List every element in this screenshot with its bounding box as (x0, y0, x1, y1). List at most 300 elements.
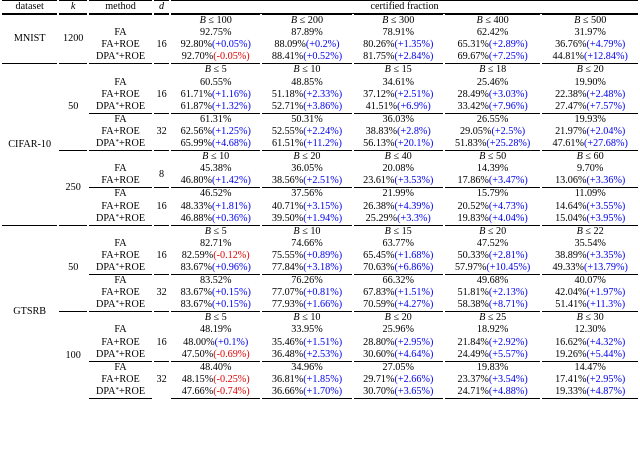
value: 29.71% (363, 373, 395, 385)
value-cell (171, 187, 260, 200)
value: 24.49% (457, 348, 489, 360)
value: 48.33% (180, 200, 213, 212)
value: 28.80% (363, 336, 395, 348)
delta: (+1.32%) (212, 100, 251, 112)
value: 21.99% (382, 188, 414, 200)
value: 35.46% (271, 336, 304, 348)
value: 23.37% (457, 373, 489, 385)
delta: (+3.53%) (394, 175, 434, 187)
table-row (2, 238, 638, 250)
delta: (+2.66%) (394, 373, 434, 385)
method-cell: FA (114, 324, 127, 336)
value: 46.80% (180, 175, 213, 187)
value-cell (542, 77, 638, 89)
value: 70.59% (363, 299, 395, 311)
bound-label: B ≤ 20 (445, 225, 541, 238)
value: 51.81% (457, 287, 489, 299)
delta: (+7.96%) (488, 100, 528, 112)
value-cell (445, 238, 541, 250)
value: 70.63% (363, 261, 395, 273)
bound-label: B ≤ 25 (445, 311, 541, 324)
method-cell: FA (114, 27, 127, 39)
delta: (+4.68%) (212, 138, 251, 150)
delta: (+2.48%) (586, 88, 626, 100)
k-cell: 50 (59, 63, 87, 150)
value: 67.83% (363, 287, 395, 299)
value-cell (171, 51, 260, 63)
value: 25.96% (382, 324, 414, 336)
value-cell (445, 51, 541, 63)
value-cell (262, 324, 351, 336)
bound-label: B ≤ 100 (171, 14, 260, 27)
delta: (+27.68%) (583, 138, 628, 150)
d-cell: 16 (156, 39, 167, 51)
value-cell (445, 250, 541, 262)
value: 46.52% (200, 188, 232, 200)
value-cell (262, 101, 351, 113)
method-cell (89, 150, 152, 163)
table-row (2, 386, 638, 399)
delta: (+0.15%) (212, 299, 251, 311)
value-cell (542, 386, 638, 399)
bound-label: B ≤ 20 (542, 63, 638, 76)
table-row (2, 163, 638, 175)
value-cell (354, 163, 443, 175)
value-cell (171, 299, 260, 311)
table-row (2, 250, 638, 262)
value-cell (354, 287, 443, 299)
value-cell (354, 238, 443, 250)
value-cell (171, 113, 260, 126)
delta: (+12.84%) (583, 51, 628, 63)
delta: (+8.71%) (488, 299, 528, 311)
value: 17.86% (457, 175, 489, 187)
value-cell (354, 262, 443, 274)
value-cell (354, 374, 443, 386)
value: 51.18% (271, 88, 304, 100)
delta: (+6.86%) (394, 261, 434, 273)
value: 37.12% (363, 88, 395, 100)
value: 25.29% (365, 212, 398, 224)
delta: (+10.45%) (486, 261, 531, 273)
value-cell (445, 101, 541, 113)
value-cell (445, 77, 541, 89)
value: 26.38% (363, 200, 395, 212)
method-cell: FA (89, 187, 152, 200)
method-cell: DPA*+ROE (95, 100, 146, 112)
value: 21.97% (555, 125, 587, 137)
value-cell (542, 324, 638, 336)
table-row (2, 150, 638, 163)
value: 24.71% (457, 385, 489, 397)
delta: (+4.27%) (394, 299, 434, 311)
value-cell (262, 51, 351, 63)
bound-label: B ≤ 40 (354, 150, 443, 163)
value-cell (542, 274, 638, 287)
method-cell: FA+ROE (101, 249, 140, 261)
value: 36.03% (382, 113, 414, 125)
value-cell (171, 349, 260, 361)
d-cell: 16 (154, 187, 169, 224)
value: 29.05% (460, 125, 492, 137)
value: 61.31% (200, 113, 232, 125)
delta: (+3.47%) (488, 175, 528, 187)
value: 27.47% (555, 100, 587, 112)
delta: (+3.65%) (394, 385, 434, 397)
bound-label: B ≤ 400 (445, 14, 541, 27)
value-cell (542, 89, 638, 101)
method-cell: FA (114, 163, 127, 175)
value: 78.91% (382, 27, 414, 39)
delta: (+4.64%) (394, 348, 434, 360)
value-cell (542, 113, 638, 126)
value: 36.05% (291, 163, 323, 175)
value-cell (542, 201, 638, 213)
value: 76.26% (291, 275, 323, 287)
value-cell (542, 349, 638, 361)
value: 80.26% (363, 39, 395, 51)
value-cell (445, 138, 541, 150)
value-cell (171, 138, 260, 150)
d-cell (154, 311, 169, 324)
value-cell (262, 138, 351, 150)
delta: (+2.95%) (394, 336, 434, 348)
value-cell (445, 175, 541, 187)
value: 47.61% (552, 138, 584, 150)
value-cell (542, 39, 638, 51)
bound-label: B ≤ 10 (262, 311, 351, 324)
value: 48.15% (181, 373, 214, 385)
value: 33.95% (291, 324, 323, 336)
value-cell (445, 213, 541, 225)
table-row (2, 39, 638, 51)
value-cell (445, 361, 541, 374)
delta: (+2.13%) (488, 287, 528, 299)
value: 65.31% (457, 39, 489, 51)
value-cell (262, 77, 351, 89)
delta: (+0.15%) (212, 287, 251, 299)
value-cell (262, 213, 351, 225)
value-cell (171, 213, 260, 225)
value-cell (262, 299, 351, 311)
value-cell (171, 262, 260, 274)
value: 48.00% (183, 336, 215, 348)
d-cell (154, 225, 169, 238)
method-cell: FA+ROE (101, 88, 140, 100)
value: 19.83% (476, 361, 509, 373)
table-row (2, 187, 638, 200)
value: 38.89% (555, 249, 587, 261)
method-cell (89, 63, 152, 76)
value-cell (542, 262, 638, 274)
value: 52.71% (271, 100, 304, 112)
value: 19.90% (574, 76, 606, 88)
value: 74.66% (291, 237, 323, 249)
method-cell: FA (114, 237, 127, 249)
value: 16.62% (555, 336, 587, 348)
value-cell (171, 201, 260, 213)
delta: (+11.2%) (303, 138, 342, 150)
delta: (+4.32%) (586, 336, 626, 348)
delta: (+3.55%) (586, 200, 626, 212)
value-cell (542, 51, 638, 63)
delta: (-0.69%) (213, 348, 250, 360)
table-row (2, 77, 638, 89)
value: 36.76% (555, 39, 587, 51)
delta: (+2.8%) (397, 125, 431, 137)
table-row (2, 113, 638, 126)
value: 40.71% (271, 200, 304, 212)
value-cell (354, 299, 443, 311)
value: 40.07% (574, 275, 606, 287)
k-cell: 250 (59, 150, 87, 225)
bound-label: B ≤ 50 (445, 150, 541, 163)
delta: (+0.36%) (212, 212, 251, 224)
bound-label: B ≤ 22 (542, 225, 638, 238)
value: 62.42% (476, 27, 509, 39)
table-row (2, 63, 638, 76)
delta: (+25.28%) (486, 138, 531, 150)
delta: (+7.25%) (488, 51, 528, 63)
delta: (+1.85%) (303, 373, 343, 385)
table-row (2, 361, 638, 374)
value: 83.52% (200, 275, 232, 287)
value-cell (445, 299, 541, 311)
method-cell: FA (89, 274, 152, 287)
value: 57.97% (454, 261, 487, 273)
value: 19.83% (457, 212, 489, 224)
table-row (2, 311, 638, 324)
dataset-cell: CIFAR-10 (2, 63, 57, 224)
value: 19.26% (555, 348, 587, 360)
value: 30.60% (363, 348, 395, 360)
value: 19.93% (574, 113, 606, 125)
value: 20.52% (457, 200, 489, 212)
value-cell (171, 238, 260, 250)
value-cell (354, 101, 443, 113)
value-cell (445, 349, 541, 361)
value-cell (262, 374, 351, 386)
delta: (+1.51%) (303, 336, 343, 348)
value: 63.77% (382, 237, 414, 249)
value: 77.93% (271, 299, 304, 311)
header-row (2, 0, 638, 14)
delta: (+20.1%) (394, 138, 434, 150)
table-row (2, 274, 638, 287)
delta: (+3.54%) (488, 373, 528, 385)
value: 28.49% (457, 88, 489, 100)
value: 21.84% (457, 336, 489, 348)
delta: (+5.57%) (488, 348, 528, 360)
delta: (+1.42%) (212, 175, 251, 187)
value-cell (445, 27, 541, 39)
delta: (+0.52%) (303, 51, 343, 63)
value-cell (542, 287, 638, 299)
header-d: d (154, 0, 169, 14)
table-row (2, 213, 638, 225)
value-cell (262, 337, 351, 349)
value-cell (354, 27, 443, 39)
d-cell: 16 (156, 336, 167, 348)
value-cell (171, 374, 260, 386)
table-row (2, 175, 638, 187)
delta: (+4.79%) (586, 39, 626, 51)
value: 44.81% (552, 51, 584, 63)
table-row (2, 138, 638, 150)
method-cell: FA (89, 361, 152, 374)
delta: (+1.16%) (212, 88, 251, 100)
method-cell: FA+ROE (101, 175, 140, 187)
value-cell (171, 386, 260, 399)
value-cell (445, 262, 541, 274)
value-cell (171, 89, 260, 101)
value: 15.79% (476, 188, 509, 200)
value: 45.38% (200, 163, 232, 175)
value: 35.54% (574, 237, 606, 249)
bound-label: B ≤ 15 (354, 225, 443, 238)
value-cell (354, 250, 443, 262)
value-cell (354, 126, 443, 138)
value: 77.84% (271, 261, 304, 273)
delta: (-0.12%) (213, 249, 250, 261)
value-cell (445, 163, 541, 175)
value: 34.61% (382, 76, 414, 88)
delta: (+13.79%) (583, 261, 628, 273)
delta: (+3.03%) (488, 88, 528, 100)
value: 19.33% (555, 385, 587, 397)
value: 92.75% (200, 27, 232, 39)
table-row (2, 27, 638, 39)
value: 31.97% (574, 27, 606, 39)
value-cell (262, 27, 351, 39)
value: 17.41% (555, 373, 587, 385)
value: 23.61% (363, 175, 395, 187)
value: 82.71% (200, 237, 232, 249)
d-cell (154, 63, 169, 76)
value: 14.39% (476, 163, 509, 175)
value: 25.46% (476, 76, 509, 88)
delta: (+2.92%) (488, 336, 528, 348)
delta: (+1.70%) (303, 385, 343, 397)
table-row (2, 14, 638, 27)
delta: (+5.44%) (586, 348, 626, 360)
value-cell (354, 77, 443, 89)
method-cell: FA+ROE (101, 287, 140, 299)
value: 36.81% (271, 373, 304, 385)
delta: (+4.88%) (488, 385, 528, 397)
value: 83.67% (180, 287, 213, 299)
value: 58.38% (457, 299, 489, 311)
value-cell (445, 201, 541, 213)
bound-label: B ≤ 15 (354, 63, 443, 76)
method-cell: DPA*+ROE (95, 299, 146, 311)
value: 13.06% (555, 175, 587, 187)
bound-label: B ≤ 60 (542, 150, 638, 163)
value: 51.83% (454, 138, 487, 150)
value: 48.19% (200, 324, 232, 336)
delta: (+3.95%) (586, 212, 626, 224)
delta: (+1.68%) (394, 249, 434, 261)
value: 50.31% (291, 113, 323, 125)
dataset-cell: GTSRB (2, 225, 57, 399)
value: 11.09% (574, 188, 606, 200)
value: 42.04% (555, 287, 587, 299)
value-cell (171, 175, 260, 187)
value-cell (445, 89, 541, 101)
header-method: method (89, 0, 152, 14)
value: 61.87% (180, 100, 213, 112)
method-cell: DPA*+ROE (95, 51, 146, 63)
method-cell: DPA*+ROE (89, 386, 152, 399)
method-cell: FA+ROE (101, 200, 140, 212)
method-cell: DPA*+ROE (95, 348, 146, 360)
value: 22.38% (555, 88, 587, 100)
d-cell (154, 14, 169, 27)
value: 92.70% (181, 51, 214, 63)
value: 46.88% (180, 212, 213, 224)
value-cell (262, 262, 351, 274)
value: 61.51% (272, 138, 304, 150)
value: 60.55% (200, 76, 232, 88)
delta: (+0.89%) (303, 249, 343, 261)
method-cell: FA (89, 113, 152, 126)
value: 33.42% (457, 100, 489, 112)
value-cell (354, 187, 443, 200)
delta: (+2.84%) (394, 51, 434, 63)
delta: (+2.81%) (488, 249, 528, 261)
value: 14.47% (574, 361, 606, 373)
bound-label: B ≤ 500 (542, 14, 638, 27)
method-cell (89, 311, 152, 324)
value: 41.51% (365, 100, 398, 112)
value: 36.66% (271, 385, 304, 397)
table-row (2, 324, 638, 336)
value-cell (354, 39, 443, 51)
method-cell: FA+ROE (101, 373, 140, 385)
value-cell (354, 51, 443, 63)
value: 36.48% (271, 348, 304, 360)
delta: (+3.86%) (303, 100, 343, 112)
value: 81.75% (363, 51, 395, 63)
value-cell (542, 101, 638, 113)
value-cell (354, 175, 443, 187)
value-cell (445, 126, 541, 138)
delta: (+3.15%) (303, 200, 343, 212)
value-cell (354, 274, 443, 287)
delta: (+1.97%) (586, 287, 626, 299)
value-cell (445, 386, 541, 399)
delta: (+2.51%) (303, 175, 343, 187)
d-cell: 8 (159, 169, 165, 181)
value-cell (262, 89, 351, 101)
bound-label: B ≤ 30 (542, 311, 638, 324)
value-cell (542, 27, 638, 39)
table-row (2, 89, 638, 101)
delta: (+2.5%) (491, 125, 526, 137)
value-cell (542, 299, 638, 311)
value: 88.41% (271, 51, 304, 63)
k-cell: 1200 (59, 14, 87, 63)
value-cell (354, 89, 443, 101)
value-cell (542, 163, 638, 175)
value-cell (354, 349, 443, 361)
value-cell (262, 349, 351, 361)
value: 82.59% (181, 249, 214, 261)
value-cell (171, 287, 260, 299)
table-row (2, 374, 638, 386)
value-cell (171, 361, 260, 374)
table-row (2, 101, 638, 113)
